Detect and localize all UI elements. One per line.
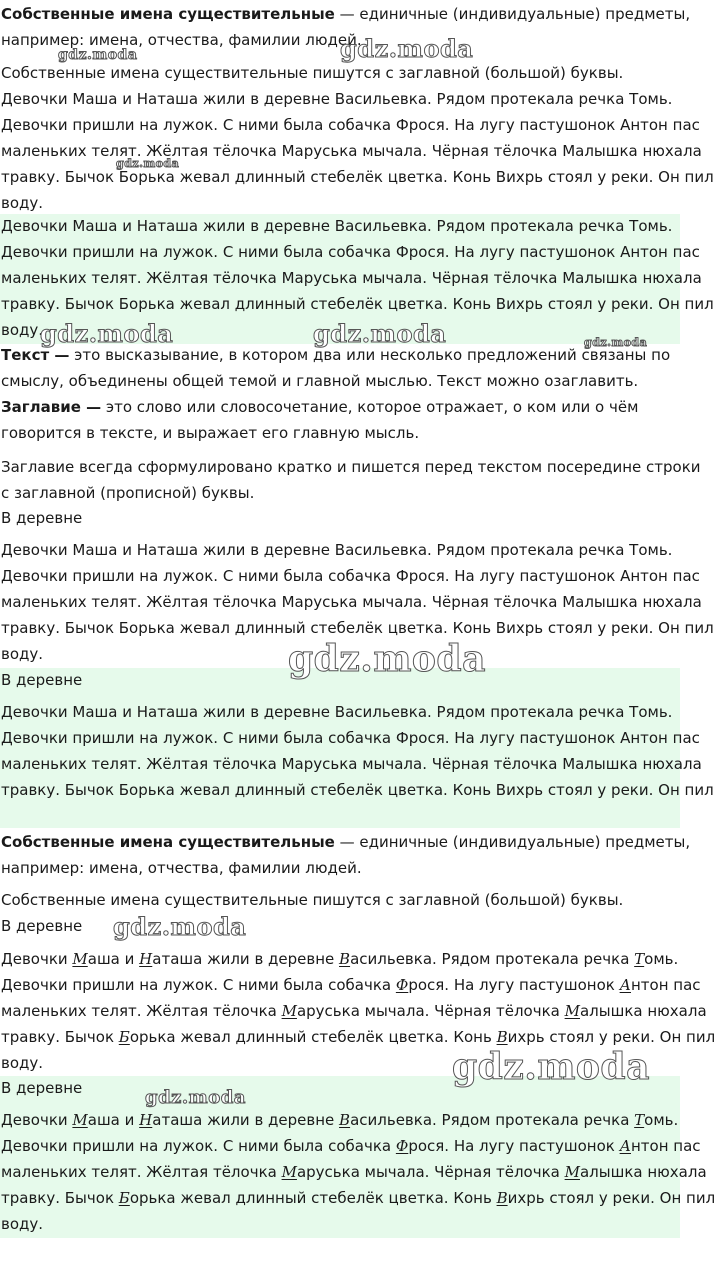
story-line: маленьких телят. Жёлтая тёлочка Маруська мычала. Чёрная тёлочка Малышка нюхала — [1, 592, 702, 611]
capital-letter: Т — [634, 950, 645, 968]
story-line: Девочки пришли на лужок. С ними была собачка Фрося. На лугу пастушонок Антон пас — [1, 242, 700, 261]
story-block-green — [0, 214, 714, 344]
capital-letter: Н — [139, 1110, 153, 1129]
story-line: травку. Бычок Борька жевал длинный стебелёк цветка. Конь Вихрь стоял у реки. Он пил — [1, 167, 714, 186]
marked-story-line: Девочки пришли на лужок. С ними была собачка Фрося. На лугу пастушонок Антон пас — [1, 975, 701, 994]
definition-term: Текст — — [1, 346, 70, 364]
definition-line: говорится в тексте, и выражает его главную мысль. — [1, 423, 420, 442]
titled-story-block — [0, 506, 680, 532]
watermark: gdz.moda — [313, 319, 447, 348]
story-title: В деревне — [1, 509, 83, 527]
definition-term: Собственные имена существительные — [1, 833, 335, 851]
rule-line: Собственные имена существительные пишутся с заглавной (большой) буквы. — [1, 64, 624, 82]
proper-noun-definition — [0, 2, 691, 54]
marked-story-line: травку. Бычок Борька жевал длинный стебелёк цветка. Конь Вихрь стоял у реки. Он пил — [1, 1188, 715, 1207]
story-line: воду. — [1, 193, 44, 212]
definition-line: например: имена, отчества, фамилии людей. — [1, 30, 362, 49]
story-line: воду. — [1, 644, 44, 663]
story-line: Девочки пришли на лужок. С ними была собачка Фрося. На лугу пастушонок Антон пас — [1, 728, 700, 747]
capital-letter: Ф — [395, 1136, 409, 1155]
titled-story-text — [0, 538, 714, 668]
story-line: травку. Бычок Борька жевал длинный стебелёк цветка. Конь Вихрь стоял у реки. Он пил — [1, 294, 714, 313]
titled-story-block-green — [0, 668, 714, 828]
text-definition — [0, 343, 680, 447]
story-line: Девочки Маша и Наташа жили в деревне Васильевка. Рядом протекала речка Томь. — [1, 702, 673, 721]
capital-letter: М — [72, 950, 88, 968]
story-line: Девочки Маша и Наташа жили в деревне Васильевка. Рядом протекала речка Томь. — [1, 541, 673, 559]
story-title: В деревне — [1, 671, 83, 689]
story-line: маленьких телят. Жёлтая тёлочка Маруська мычала. Чёрная тёлочка Малышка нюхала — [1, 141, 702, 160]
watermark: gdz.moda — [58, 47, 138, 63]
story-line: травку. Бычок Борька жевал длинный стебелёк цветка. Конь Вихрь стоял у реки. Он пил — [1, 618, 714, 637]
definition-line: Текст — это высказывание, в котором два или несколько предложений связаны по — [1, 346, 671, 364]
capital-letter: М — [564, 1001, 580, 1020]
watermark: gdz.moda — [40, 319, 174, 348]
story-line: Девочки пришли на лужок. С ними была собачка Фрося. На лугу пастушонок Антон пас — [1, 115, 700, 134]
story-line: Девочки пришли на лужок. С ними была собачка Фрося. На лугу пастушонок Антон пас — [1, 566, 700, 585]
watermark: gdz.moda — [584, 336, 648, 349]
marked-story-line: маленьких телят. Жёлтая тёлочка Маруська мычала. Чёрная тёлочка Малышка нюхала — [1, 1001, 707, 1020]
watermark: gdz.moda — [452, 1046, 650, 1088]
capital-letter: Н — [139, 950, 153, 968]
story-line: Девочки Маша и Наташа жили в деревне Васильевка. Рядом протекала речка Томь. — [1, 89, 673, 108]
rule-line: Заглавие всегда сформулировано кратко и пишется перед текстом посередине строки — [1, 458, 701, 476]
watermark: gdz.moda — [116, 157, 180, 170]
story-line: Девочки Маша и Наташа жили в деревне Васильевка. Рядом протекала речка Томь. — [1, 217, 673, 235]
capital-letter: А — [619, 975, 631, 994]
definition-line: например: имена, отчества, фамилии людей. — [1, 858, 362, 877]
rule-block-repeat — [0, 888, 680, 940]
capital-letter: А — [619, 1136, 631, 1155]
capital-letter: М — [72, 1110, 88, 1129]
story-line: маленьких телят. Жёлтая тёлочка Маруська мычала. Чёрная тёлочка Малышка нюхала — [1, 268, 702, 287]
marked-story-line: травку. Бычок Борька жевал длинный стебелёк цветка. Конь Вихрь стоял у реки. Он пил — [1, 1027, 715, 1046]
marked-story-line: воду. — [1, 1053, 44, 1072]
capital-letter: М — [281, 1001, 297, 1020]
rule-line: Собственные имена существительные пишутся с заглавной (большой) буквы. — [1, 891, 624, 909]
definition-line: Собственные имена существительные — единичные (индивидуальные) предметы, — [1, 5, 691, 23]
marked-story-block — [0, 947, 715, 1077]
capital-letter: В — [339, 950, 351, 968]
capital-letter: М — [564, 1162, 580, 1181]
watermark: gdz.moda — [113, 912, 247, 941]
story-title: В деревне — [1, 1079, 83, 1097]
rule-and-story-block — [0, 61, 714, 216]
story-line: воду. — [1, 320, 44, 339]
definition-term: Собственные имена существительные — [1, 5, 335, 23]
capital-letter: В — [496, 1188, 508, 1207]
capital-letter: В — [496, 1027, 508, 1046]
watermark: gdz.moda — [288, 638, 486, 680]
marked-story-line: воду. — [1, 1214, 44, 1233]
definition-line: смыслу, объединены общей темой и главной мыслью. Текст можно озаглавить. — [1, 371, 639, 390]
capital-letter: В — [339, 1110, 351, 1129]
capital-letter: Б — [118, 1027, 130, 1046]
title-rule-block — [0, 455, 701, 507]
story-line: травку. Бычок Борька жевал длинный стебелёк цветка. Конь Вихрь стоял у реки. Он пил — [1, 780, 714, 799]
marked-story-line: Девочки пришли на лужок. С ними была собачка Фрося. На лугу пастушонок Антон пас — [1, 1136, 701, 1155]
story-line: маленьких телят. Жёлтая тёлочка Маруська мычала. Чёрная тёлочка Малышка нюхала — [1, 754, 702, 773]
capital-letter: М — [281, 1162, 297, 1181]
proper-noun-definition-repeat — [0, 830, 691, 882]
marked-story-line: Девочки Маша и Наташа жили в деревне Васильевка. Рядом протекала речка Томь. — [1, 1110, 679, 1129]
definition-line: Заглавие — это слово или словосочетание, которое отражает, о ком или о чём — [1, 397, 639, 416]
marked-story-line: Девочки Маша и Наташа жили в деревне Васильевка. Рядом протекала речка Томь. — [1, 950, 679, 968]
capital-letter: Б — [118, 1188, 130, 1207]
watermark: gdz.moda — [145, 1087, 246, 1108]
marked-story-line: маленьких телят. Жёлтая тёлочка Маруська мычала. Чёрная тёлочка Малышка нюхала — [1, 1162, 707, 1181]
rule-line: с заглавной (прописной) буквы. — [1, 483, 255, 502]
capital-letter: Ф — [395, 975, 409, 994]
story-title: В деревне — [1, 916, 83, 935]
definition-line: Собственные имена существительные — единичные (индивидуальные) предметы, — [1, 833, 691, 851]
capital-letter: Т — [634, 1110, 645, 1129]
definition-term: Заглавие — — [1, 397, 102, 416]
marked-story-block-green — [0, 1076, 715, 1238]
watermark: gdz.moda — [340, 34, 474, 63]
